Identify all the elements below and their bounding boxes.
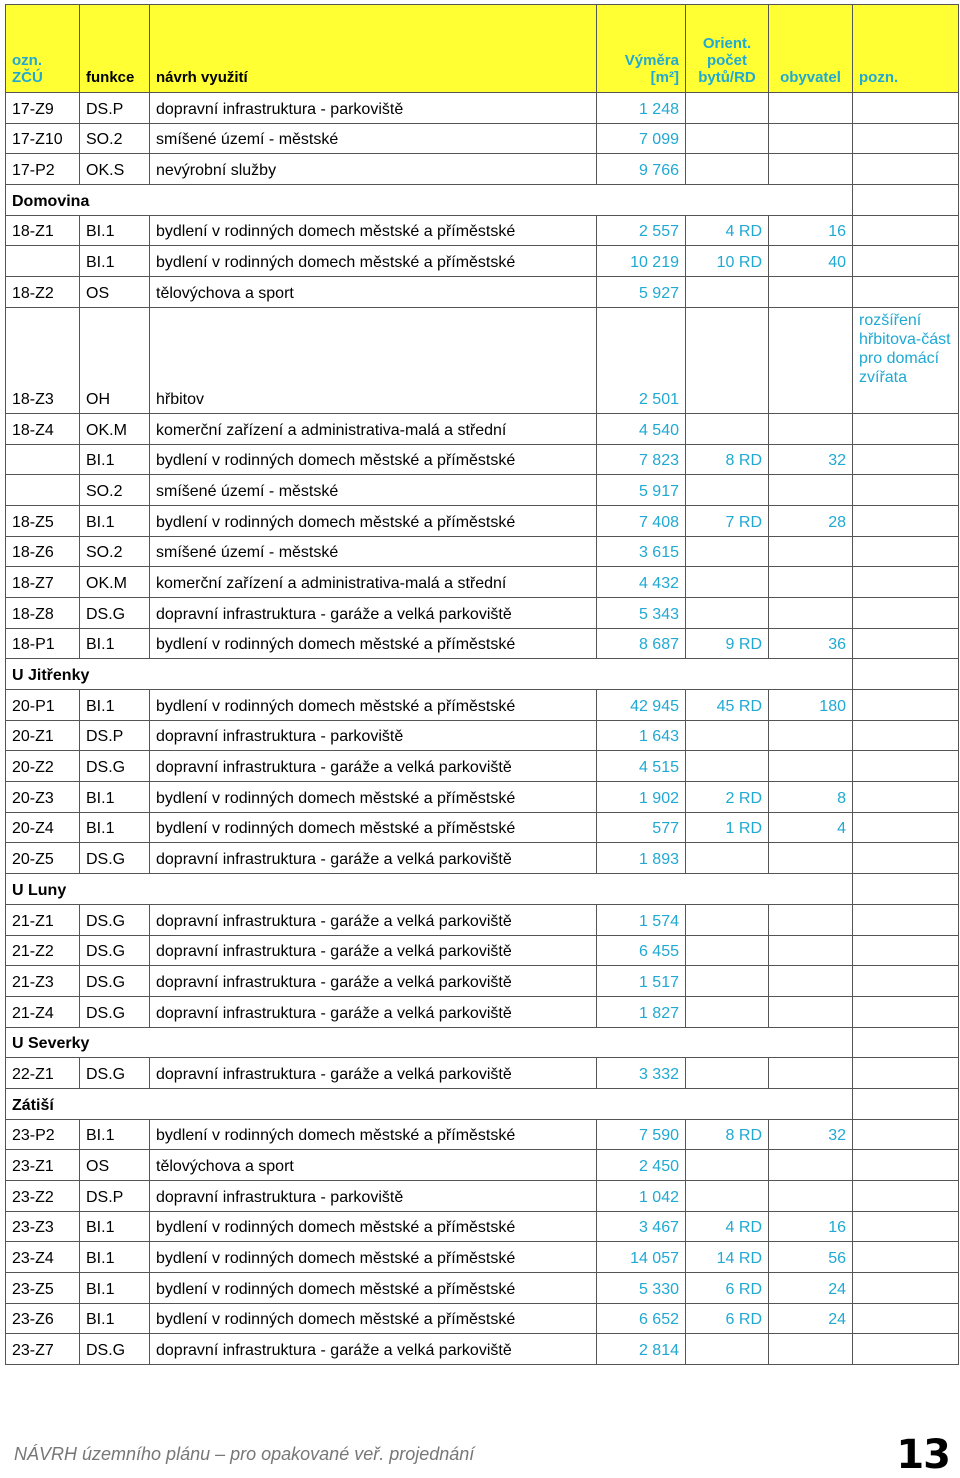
ozn-cell: 20-Z2 (6, 751, 80, 782)
funkce-cell: BI.1 (80, 812, 150, 843)
pozn-cell (853, 505, 959, 536)
byty-cell: 6 RD (686, 1273, 769, 1304)
byty-cell (686, 413, 769, 444)
funkce-cell: BI.1 (80, 1273, 150, 1304)
navrh-cell: smíšené území - městské (150, 475, 597, 506)
funkce-cell: SO.2 (80, 123, 150, 154)
ozn-cell: 17-Z10 (6, 123, 80, 154)
table-row (6, 1303, 959, 1334)
pozn-cell (853, 843, 959, 874)
ozn-cell: 18-Z8 (6, 597, 80, 628)
vymera-cell: 3 467 (597, 1211, 686, 1242)
navrh-cell: dopravní infrastruktura - garáže a velká parkoviště (150, 1058, 597, 1089)
footer-doc-title: NÁVRH územního plánu – pro opakované veř. projednání (14, 1444, 475, 1464)
table-row (6, 505, 959, 536)
header-pocet: Orient. počet bytů/RD (686, 5, 769, 93)
obyvatel-cell (769, 751, 853, 782)
pozn-cell (853, 874, 959, 905)
section-label: U Severky (6, 1027, 853, 1058)
funkce-cell: DS.G (80, 597, 150, 628)
table-row (6, 843, 959, 874)
navrh-cell: bydlení v rodinných domech městské a příměstské (150, 812, 597, 843)
funkce-cell: OH (80, 307, 150, 413)
header-obyvatel: obyvatel (769, 5, 853, 93)
ozn-cell: 20-P1 (6, 690, 80, 721)
header-vymera: Výměra [m²] (597, 5, 686, 93)
table-row (6, 307, 959, 413)
vymera-cell: 1 827 (597, 996, 686, 1027)
obyvatel-cell (769, 843, 853, 874)
navrh-cell: nevýrobní služby (150, 154, 597, 185)
table-row (6, 536, 959, 567)
ozn-cell: 20-Z5 (6, 843, 80, 874)
pozn-cell (853, 93, 959, 124)
table-row (6, 996, 959, 1027)
section-row (6, 1027, 959, 1058)
table-row (6, 1211, 959, 1242)
table-row (6, 966, 959, 997)
ozn-cell: 21-Z3 (6, 966, 80, 997)
pozn-cell (853, 1150, 959, 1181)
funkce-cell: BI.1 (80, 215, 150, 246)
funkce-cell: BI.1 (80, 1119, 150, 1150)
section-label: Zátiší (6, 1088, 853, 1119)
obyvatel-cell (769, 1334, 853, 1365)
ozn-cell: 18-Z6 (6, 536, 80, 567)
navrh-cell: dopravní infrastruktura - parkoviště (150, 93, 597, 124)
obyvatel-cell: 180 (769, 690, 853, 721)
navrh-cell: dopravní infrastruktura - garáže a velká parkoviště (150, 843, 597, 874)
navrh-cell: bydlení v rodinných domech městské a příměstské (150, 1211, 597, 1242)
table-row (6, 277, 959, 308)
vymera-cell: 6 455 (597, 935, 686, 966)
byty-cell (686, 1181, 769, 1212)
funkce-cell: BI.1 (80, 444, 150, 475)
navrh-cell: dopravní infrastruktura - parkoviště (150, 1181, 597, 1212)
ozn-cell: 18-Z2 (6, 277, 80, 308)
section-label: U Jitřenky (6, 659, 853, 690)
obyvatel-cell: 16 (769, 1211, 853, 1242)
funkce-cell: DS.G (80, 1334, 150, 1365)
zones-table (5, 4, 959, 1365)
ozn-cell: 18-Z5 (6, 505, 80, 536)
pozn-cell (853, 215, 959, 246)
navrh-cell: bydlení v rodinných domech městské a příměstské (150, 505, 597, 536)
table-row (6, 154, 959, 185)
pozn-cell (853, 1334, 959, 1365)
vymera-cell: 1 574 (597, 904, 686, 935)
pozn-cell (853, 1211, 959, 1242)
header-navrh: návrh využití (150, 5, 597, 93)
ozn-cell: 21-Z1 (6, 904, 80, 935)
vymera-cell: 1 643 (597, 720, 686, 751)
byty-cell (686, 93, 769, 124)
obyvatel-cell: 40 (769, 246, 853, 277)
obyvatel-cell: 36 (769, 628, 853, 659)
pozn-cell (853, 1273, 959, 1304)
vymera-cell: 6 652 (597, 1303, 686, 1334)
obyvatel-cell (769, 536, 853, 567)
table-row (6, 413, 959, 444)
table-row (6, 444, 959, 475)
table-row (6, 246, 959, 277)
byty-cell: 1 RD (686, 812, 769, 843)
navrh-cell: komerční zařízení a administrativa-malá a střední (150, 567, 597, 598)
table-row (6, 93, 959, 124)
navrh-cell: smíšené území - městské (150, 536, 597, 567)
obyvatel-cell (769, 154, 853, 185)
navrh-cell: tělovýchova a sport (150, 1150, 597, 1181)
pozn-cell (853, 690, 959, 721)
byty-cell: 4 RD (686, 1211, 769, 1242)
obyvatel-cell (769, 935, 853, 966)
byty-cell: 14 RD (686, 1242, 769, 1273)
funkce-cell: OS (80, 277, 150, 308)
obyvatel-cell: 8 (769, 782, 853, 813)
byty-cell: 9 RD (686, 628, 769, 659)
funkce-cell: DS.P (80, 720, 150, 751)
pozn-cell (853, 1303, 959, 1334)
ozn-cell: 22-Z1 (6, 1058, 80, 1089)
pozn-cell (853, 475, 959, 506)
table-row (6, 690, 959, 721)
byty-cell: 10 RD (686, 246, 769, 277)
ozn-cell: 23-P2 (6, 1119, 80, 1150)
funkce-cell: BI.1 (80, 782, 150, 813)
obyvatel-cell (769, 277, 853, 308)
vymera-cell: 42 945 (597, 690, 686, 721)
navrh-cell: dopravní infrastruktura - garáže a velká parkoviště (150, 751, 597, 782)
pozn-cell (853, 536, 959, 567)
funkce-cell: DS.G (80, 1058, 150, 1089)
navrh-cell: dopravní infrastruktura - garáže a velká parkoviště (150, 966, 597, 997)
pozn-cell: rozšíření hřbitova-část pro domácí zvířata (853, 307, 959, 413)
byty-cell (686, 536, 769, 567)
obyvatel-cell: 24 (769, 1303, 853, 1334)
obyvatel-cell (769, 93, 853, 124)
section-row (6, 1088, 959, 1119)
funkce-cell: BI.1 (80, 1242, 150, 1273)
navrh-cell: smíšené území - městské (150, 123, 597, 154)
table-row (6, 1119, 959, 1150)
table-row (6, 935, 959, 966)
byty-cell: 2 RD (686, 782, 769, 813)
funkce-cell: OK.M (80, 413, 150, 444)
navrh-cell: hřbitov (150, 307, 597, 413)
vymera-cell: 1 893 (597, 843, 686, 874)
navrh-cell: dopravní infrastruktura - garáže a velká parkoviště (150, 996, 597, 1027)
navrh-cell: bydlení v rodinných domech městské a příměstské (150, 690, 597, 721)
table-row (6, 1334, 959, 1365)
pozn-cell (853, 751, 959, 782)
funkce-cell: BI.1 (80, 628, 150, 659)
funkce-cell: DS.P (80, 93, 150, 124)
byty-cell (686, 307, 769, 413)
vymera-cell: 3 615 (597, 536, 686, 567)
obyvatel-cell (769, 307, 853, 413)
navrh-cell: bydlení v rodinných domech městské a příměstské (150, 1242, 597, 1273)
ozn-cell: 18-Z4 (6, 413, 80, 444)
ozn-cell (6, 246, 80, 277)
pozn-cell (853, 1181, 959, 1212)
vymera-cell: 7 408 (597, 505, 686, 536)
byty-cell: 7 RD (686, 505, 769, 536)
navrh-cell: dopravní infrastruktura - parkoviště (150, 720, 597, 751)
vymera-cell: 1 517 (597, 966, 686, 997)
obyvatel-cell (769, 966, 853, 997)
byty-cell: 8 RD (686, 1119, 769, 1150)
byty-cell (686, 996, 769, 1027)
table-row (6, 628, 959, 659)
pozn-cell (853, 1058, 959, 1089)
vymera-cell: 5 330 (597, 1273, 686, 1304)
section-label: Domovina (6, 185, 853, 216)
vymera-cell: 8 687 (597, 628, 686, 659)
page-number: 13 (896, 1432, 950, 1478)
funkce-cell: BI.1 (80, 690, 150, 721)
table-row (6, 904, 959, 935)
pozn-cell (853, 185, 959, 216)
vymera-cell: 5 917 (597, 475, 686, 506)
vymera-cell: 4 515 (597, 751, 686, 782)
navrh-cell: bydlení v rodinných domech městské a příměstské (150, 1303, 597, 1334)
ozn-cell: 23-Z7 (6, 1334, 80, 1365)
vymera-cell: 1 042 (597, 1181, 686, 1212)
table-body (6, 93, 959, 1365)
section-label: U Luny (6, 874, 853, 905)
table-row (6, 1242, 959, 1273)
funkce-cell: BI.1 (80, 505, 150, 536)
byty-cell (686, 1150, 769, 1181)
table-row (6, 720, 959, 751)
byty-cell: 4 RD (686, 215, 769, 246)
obyvatel-cell (769, 1058, 853, 1089)
obyvatel-cell: 28 (769, 505, 853, 536)
header-funkce: funkce (80, 5, 150, 93)
byty-cell (686, 1058, 769, 1089)
obyvatel-cell (769, 123, 853, 154)
ozn-cell: 23-Z6 (6, 1303, 80, 1334)
pozn-cell (853, 277, 959, 308)
pozn-cell (853, 246, 959, 277)
vymera-cell: 9 766 (597, 154, 686, 185)
obyvatel-cell: 4 (769, 812, 853, 843)
pozn-cell (853, 1119, 959, 1150)
table-row (6, 1150, 959, 1181)
ozn-cell: 20-Z1 (6, 720, 80, 751)
byty-cell (686, 154, 769, 185)
vymera-cell: 14 057 (597, 1242, 686, 1273)
pozn-cell (853, 444, 959, 475)
byty-cell (686, 843, 769, 874)
navrh-cell: bydlení v rodinných domech městské a příměstské (150, 215, 597, 246)
obyvatel-cell (769, 720, 853, 751)
navrh-cell: dopravní infrastruktura - garáže a velká parkoviště (150, 1334, 597, 1365)
obyvatel-cell: 24 (769, 1273, 853, 1304)
obyvatel-cell (769, 475, 853, 506)
table-row (6, 751, 959, 782)
navrh-cell: dopravní infrastruktura - garáže a velká parkoviště (150, 904, 597, 935)
ozn-cell: 23-Z4 (6, 1242, 80, 1273)
ozn-cell: 18-Z7 (6, 567, 80, 598)
pozn-cell (853, 812, 959, 843)
vymera-cell: 1 248 (597, 93, 686, 124)
pozn-cell (853, 413, 959, 444)
ozn-cell: 23-Z2 (6, 1181, 80, 1212)
byty-cell (686, 1334, 769, 1365)
vymera-cell: 10 219 (597, 246, 686, 277)
vymera-cell: 7 099 (597, 123, 686, 154)
table-row (6, 782, 959, 813)
vymera-cell: 2 450 (597, 1150, 686, 1181)
pozn-cell (853, 154, 959, 185)
section-row (6, 185, 959, 216)
vymera-cell: 3 332 (597, 1058, 686, 1089)
vymera-cell: 1 902 (597, 782, 686, 813)
obyvatel-cell: 16 (769, 215, 853, 246)
table-row (6, 597, 959, 628)
navrh-cell: bydlení v rodinných domech městské a příměstské (150, 782, 597, 813)
ozn-cell: 20-Z3 (6, 782, 80, 813)
navrh-cell: bydlení v rodinných domech městské a příměstské (150, 444, 597, 475)
table-row (6, 475, 959, 506)
funkce-cell: DS.P (80, 1181, 150, 1212)
obyvatel-cell: 32 (769, 1119, 853, 1150)
table-row (6, 1273, 959, 1304)
byty-cell (686, 597, 769, 628)
pozn-cell (853, 720, 959, 751)
pozn-cell (853, 123, 959, 154)
obyvatel-cell: 32 (769, 444, 853, 475)
obyvatel-cell (769, 597, 853, 628)
funkce-cell: DS.G (80, 966, 150, 997)
funkce-cell: OS (80, 1150, 150, 1181)
pozn-cell (853, 966, 959, 997)
navrh-cell: dopravní infrastruktura - garáže a velká parkoviště (150, 935, 597, 966)
vymera-cell: 2 814 (597, 1334, 686, 1365)
ozn-cell: 21-Z4 (6, 996, 80, 1027)
ozn-cell: 23-Z1 (6, 1150, 80, 1181)
funkce-cell: OK.M (80, 567, 150, 598)
section-row (6, 659, 959, 690)
ozn-cell (6, 475, 80, 506)
funkce-cell: BI.1 (80, 1303, 150, 1334)
navrh-cell: dopravní infrastruktura - garáže a velká parkoviště (150, 597, 597, 628)
byty-cell (686, 567, 769, 598)
funkce-cell: BI.1 (80, 246, 150, 277)
pozn-cell (853, 597, 959, 628)
table-row (6, 1058, 959, 1089)
byty-cell (686, 277, 769, 308)
obyvatel-cell (769, 1150, 853, 1181)
vymera-cell: 5 343 (597, 597, 686, 628)
obyvatel-cell (769, 1181, 853, 1212)
byty-cell (686, 123, 769, 154)
ozn-cell: 20-Z4 (6, 812, 80, 843)
pozn-cell (853, 628, 959, 659)
ozn-cell: 23-Z3 (6, 1211, 80, 1242)
header-ozn: ozn. ZČÚ (6, 5, 80, 93)
ozn-cell: 18-Z3 (6, 307, 80, 413)
navrh-cell: bydlení v rodinných domech městské a příměstské (150, 246, 597, 277)
ozn-cell: 17-Z9 (6, 93, 80, 124)
obyvatel-cell (769, 567, 853, 598)
byty-cell: 6 RD (686, 1303, 769, 1334)
table-header (6, 5, 959, 93)
vymera-cell: 2 501 (597, 307, 686, 413)
pozn-cell (853, 567, 959, 598)
obyvatel-cell (769, 904, 853, 935)
obyvatel-cell: 56 (769, 1242, 853, 1273)
table-row (6, 567, 959, 598)
pozn-cell (853, 1242, 959, 1273)
vymera-cell: 577 (597, 812, 686, 843)
funkce-cell: BI.1 (80, 1211, 150, 1242)
ozn-cell: 17-P2 (6, 154, 80, 185)
funkce-cell: DS.G (80, 843, 150, 874)
section-row (6, 874, 959, 905)
ozn-cell: 21-Z2 (6, 935, 80, 966)
ozn-cell: 18-Z1 (6, 215, 80, 246)
obyvatel-cell (769, 413, 853, 444)
table-row (6, 812, 959, 843)
byty-cell (686, 935, 769, 966)
byty-cell (686, 720, 769, 751)
vymera-cell: 4 432 (597, 567, 686, 598)
vymera-cell: 4 540 (597, 413, 686, 444)
navrh-cell: komerční zařízení a administrativa-malá a střední (150, 413, 597, 444)
obyvatel-cell (769, 996, 853, 1027)
byty-cell (686, 966, 769, 997)
byty-cell (686, 904, 769, 935)
funkce-cell: DS.G (80, 751, 150, 782)
byty-cell: 8 RD (686, 444, 769, 475)
pozn-cell (853, 935, 959, 966)
byty-cell (686, 475, 769, 506)
ozn-cell: 18-P1 (6, 628, 80, 659)
vymera-cell: 2 557 (597, 215, 686, 246)
ozn-cell (6, 444, 80, 475)
vymera-cell: 7 823 (597, 444, 686, 475)
navrh-cell: bydlení v rodinných domech městské a příměstské (150, 628, 597, 659)
byty-cell: 45 RD (686, 690, 769, 721)
navrh-cell: bydlení v rodinných domech městské a příměstské (150, 1119, 597, 1150)
pozn-cell (853, 1088, 959, 1119)
vymera-cell: 7 590 (597, 1119, 686, 1150)
funkce-cell: DS.G (80, 935, 150, 966)
navrh-cell: bydlení v rodinných domech městské a příměstské (150, 1273, 597, 1304)
navrh-cell: tělovýchova a sport (150, 277, 597, 308)
funkce-cell: SO.2 (80, 536, 150, 567)
pozn-cell (853, 782, 959, 813)
pozn-cell (853, 904, 959, 935)
pozn-cell (853, 659, 959, 690)
ozn-cell: 23-Z5 (6, 1273, 80, 1304)
table-row (6, 1181, 959, 1212)
pozn-cell (853, 996, 959, 1027)
table-row (6, 215, 959, 246)
byty-cell (686, 751, 769, 782)
vymera-cell: 5 927 (597, 277, 686, 308)
table-row (6, 123, 959, 154)
funkce-cell: DS.G (80, 904, 150, 935)
funkce-cell: OK.S (80, 154, 150, 185)
funkce-cell: DS.G (80, 996, 150, 1027)
pozn-cell (853, 1027, 959, 1058)
header-pozn: pozn. (853, 5, 959, 93)
funkce-cell: SO.2 (80, 475, 150, 506)
